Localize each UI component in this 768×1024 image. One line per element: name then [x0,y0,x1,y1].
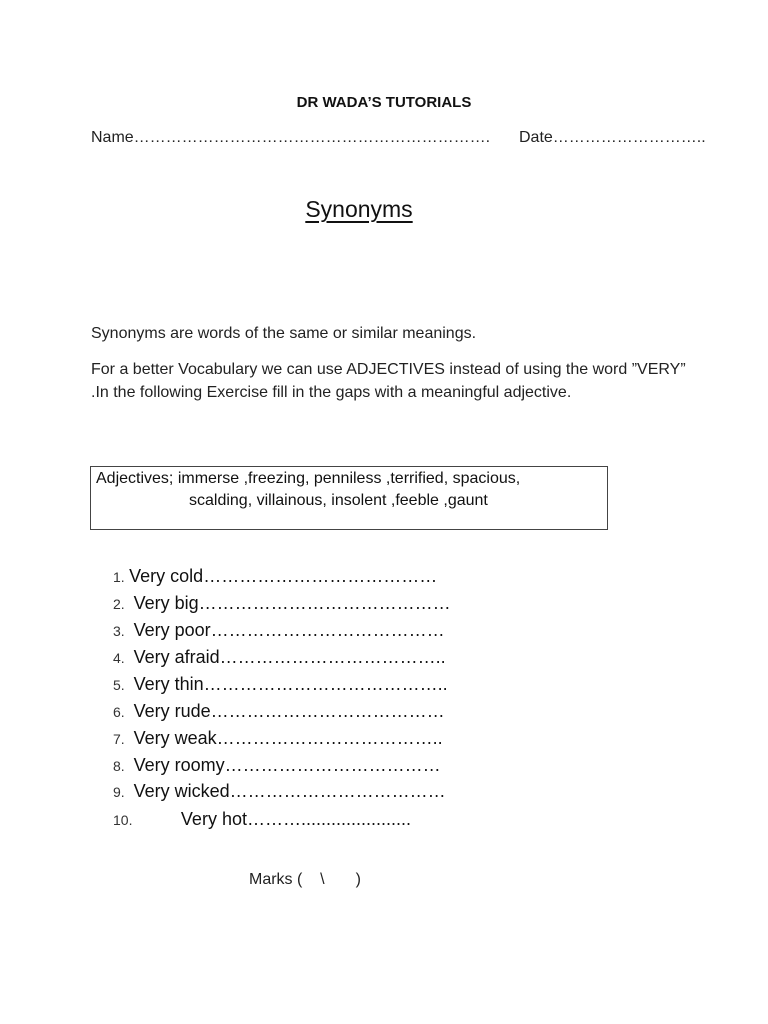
item-blank: ……………………………….. [216,728,443,748]
item-number: 10. [113,812,133,828]
exercise-item [113,701,445,722]
item-number: 1. [113,569,125,585]
item-number: 7. [113,731,125,747]
exercise-item [113,728,443,749]
item-blank: ………………………………….. [203,674,448,694]
item-text: Very wicked [133,781,230,801]
marks-label: Marks ( \ ) [249,871,361,888]
item-text: Very roomy [133,755,225,775]
item-number: 6. [113,704,125,720]
item-text: Very rude [133,701,211,721]
item-text: Very hot [180,809,247,829]
item-number: 9. [113,784,125,800]
instructions-text: For a better Vocabulary we can use ADJECTIVES instead of using the word ”VERY” .In the following Exercise fill in the gaps with a meaningful adjective. [91,361,686,401]
item-blank: ………………………………… [210,620,445,640]
item-text: Very poor [133,620,211,640]
item-blank: ………………………………… [210,701,445,721]
item-text: Very afraid [133,647,220,667]
worksheet-title-wrap [0,196,718,223]
exercise-item [113,809,411,830]
exercise-item [113,620,445,641]
item-number: 3. [113,623,125,639]
adjectives-line-1: Adjectives; immerse ,freezing, penniless ,terrified, spacious, [96,470,521,487]
item-blank: …………………………………… [198,593,451,613]
item-number: 8. [113,758,125,774]
item-blank: ……………………………… [224,755,441,775]
exercise-item [113,755,441,776]
item-blank: ………...................... [246,809,411,829]
exercise-item [113,593,451,614]
exercise-item [113,647,446,668]
item-text: Very thin [133,674,204,694]
exercise-item [113,674,448,695]
tutorial-heading: DR WADA’S TUTORIALS [296,94,472,111]
exercise-item [113,781,446,802]
adjectives-line-2: scalding, villainous, insolent ,feeble ,gaunt [189,492,488,509]
worksheet-title: Synonyms [305,196,413,222]
item-text: Very cold [129,566,204,586]
item-blank: ……………………………….. [219,647,446,667]
intro-text: Synonyms are words of the same or similar meanings. [91,325,477,342]
item-text: Very big [133,593,199,613]
exercise-item [113,566,437,587]
item-blank: ……………………………… [229,781,446,801]
item-blank: ………………………………… [203,566,438,586]
item-number: 5. [113,677,125,693]
item-number: 4. [113,650,125,666]
item-number: 2. [113,596,125,612]
name-field-line: Name…………………………………………………………. [91,129,491,146]
date-field-line: Date……………………….. [519,129,706,146]
item-text: Very weak [133,728,217,748]
